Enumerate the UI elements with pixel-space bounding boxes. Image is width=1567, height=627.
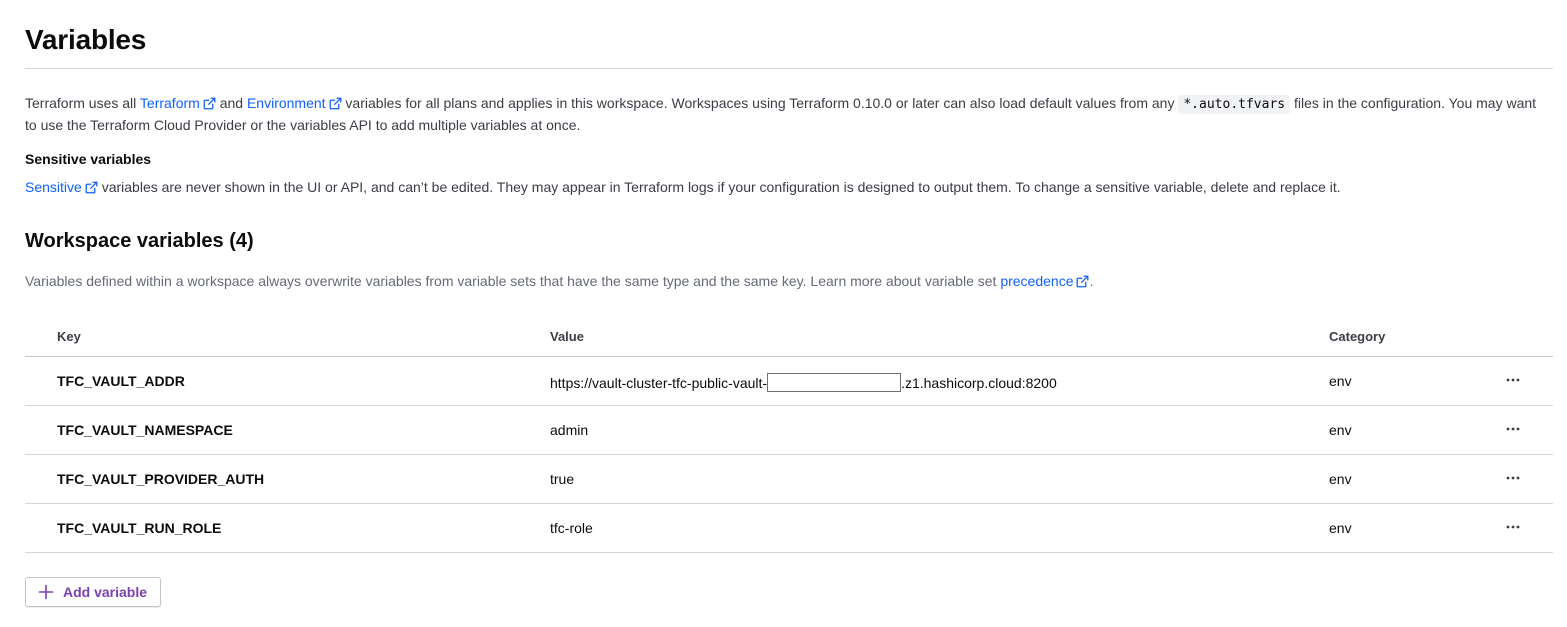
variable-key: TFC_VAULT_ADDR bbox=[57, 373, 185, 389]
variable-key: TFC_VAULT_RUN_ROLE bbox=[57, 520, 222, 536]
variable-category: env bbox=[1329, 520, 1352, 536]
external-link-icon bbox=[329, 97, 342, 110]
auto-tfvars-code: *.auto.tfvars bbox=[1178, 95, 1290, 114]
external-link-icon bbox=[203, 97, 216, 110]
variable-category: env bbox=[1329, 471, 1352, 487]
variable-key: TFC_VAULT_PROVIDER_AUTH bbox=[57, 471, 265, 487]
intro-text: variables for all plans and applies in this workspace. Workspaces using Terraform 0.10.0 or later can also load default values from any bbox=[341, 95, 1179, 111]
title-divider bbox=[25, 68, 1553, 69]
add-variable-label: Add variable bbox=[63, 584, 148, 600]
variable-value: https://vault-cluster-tfc-public-vault- .z1.hashicorp.cloud:8200 bbox=[550, 375, 1057, 391]
more-horizontal-icon bbox=[1506, 476, 1520, 480]
intro-text: files in the configuration. You may want to use the Terraform Cloud Provider or the variables API to add multiple variables at once. bbox=[25, 95, 1537, 133]
variables-table bbox=[25, 308, 1553, 553]
external-link-icon bbox=[85, 181, 98, 194]
table-row bbox=[25, 504, 1553, 553]
sensitive-link[interactable]: Sensitive bbox=[25, 179, 98, 195]
terraform-link[interactable]: Terraform bbox=[140, 95, 216, 111]
table-row bbox=[25, 406, 1553, 455]
row-actions-button[interactable] bbox=[1501, 420, 1525, 438]
variable-key: TFC_VAULT_NAMESPACE bbox=[57, 422, 233, 438]
plus-icon bbox=[38, 584, 54, 600]
workspace-variables-desc bbox=[25, 271, 1093, 291]
sensitive-paragraph bbox=[25, 177, 1341, 197]
intro-text: Terraform uses all bbox=[25, 95, 140, 111]
redacted-box bbox=[767, 373, 901, 392]
workspace-desc-end: . bbox=[1089, 273, 1094, 289]
sensitive-text: variables are never shown in the UI or API, and can’t be edited. They may appear in Terraform logs if your configuration is designed to output them. To change a sensitive variable, delete and replace it. bbox=[97, 179, 1341, 195]
row-actions-button[interactable] bbox=[1501, 518, 1525, 536]
workspace-variables-title: Workspace variables (4) bbox=[25, 230, 254, 252]
intro-paragraph bbox=[25, 93, 1545, 135]
table-row bbox=[25, 455, 1553, 504]
add-variable-button[interactable] bbox=[25, 577, 161, 607]
variable-category: env bbox=[1329, 373, 1352, 389]
header-key: Key bbox=[57, 329, 81, 344]
row-actions-button[interactable] bbox=[1501, 469, 1525, 487]
page-title: Variables bbox=[25, 24, 147, 55]
sensitive-heading: Sensitive variables bbox=[25, 151, 152, 167]
more-horizontal-icon bbox=[1506, 427, 1520, 431]
precedence-link[interactable]: precedence bbox=[1000, 273, 1089, 289]
more-horizontal-icon bbox=[1506, 525, 1520, 529]
intro-text: and bbox=[215, 95, 247, 111]
row-actions-button[interactable] bbox=[1501, 371, 1525, 389]
table-row bbox=[25, 357, 1553, 406]
header-value: Value bbox=[550, 329, 584, 344]
workspace-desc-text: Variables defined within a workspace always overwrite variables from variable sets that have the same type and the same key. Learn more about variable set bbox=[25, 273, 1001, 289]
variable-category: env bbox=[1329, 422, 1352, 438]
header-category: Category bbox=[1329, 329, 1386, 344]
table-header bbox=[25, 308, 1553, 357]
variable-value: tfc-role bbox=[550, 520, 593, 536]
variable-value: true bbox=[550, 471, 575, 487]
environment-link[interactable]: Environment bbox=[247, 95, 342, 111]
more-horizontal-icon bbox=[1506, 378, 1520, 382]
external-link-icon bbox=[1076, 275, 1089, 288]
variable-value: admin bbox=[550, 422, 589, 438]
